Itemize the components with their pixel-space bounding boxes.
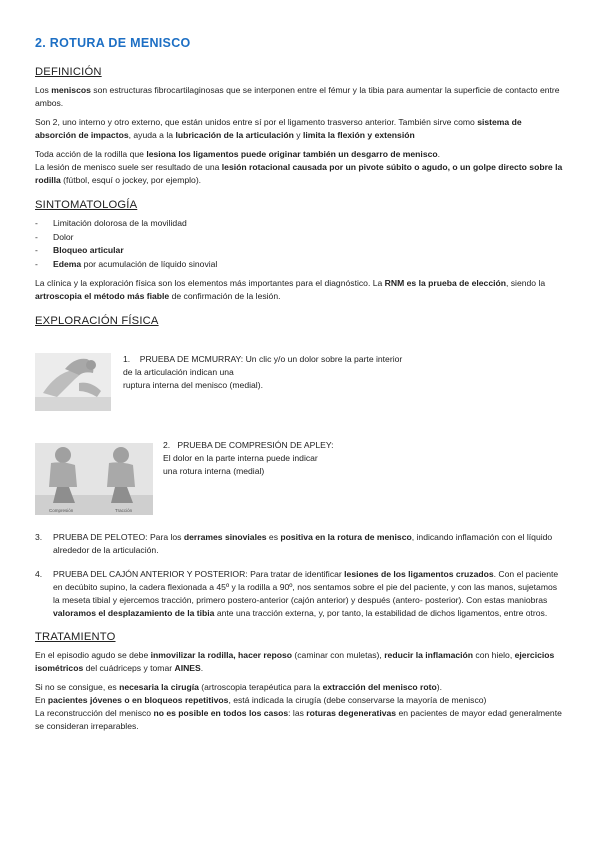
mcmurray-text: 1. PRUEBA DE MCMURRAY: Un clic y/o un dolor sobre la parte interior de la articulación indican una ruptura interna del menisco (medial). — [123, 354, 403, 390]
list-item: 3. PRUEBA DE PELOTEO: Para los derrames sinoviales es positiva en la rotura de menisco, indicando inflamación con el líquido alrededor de la articulación. — [35, 532, 553, 555]
exam-figures — [35, 333, 565, 513]
page-title: 2. ROTURA DE MENISCO — [35, 36, 191, 50]
list-item: - Dolor — [35, 231, 565, 245]
sintomatologia-p: La clínica y la exploración física son los elementos más importantes para el diagnóstico. La RNM es la prueba de elección, siendo la artroscopia el método más fiable de confirmación de la lesión. — [35, 278, 546, 301]
heading-exploracion: EXPLORACIÓN FÍSICA — [35, 315, 159, 327]
apley-test-image — [35, 443, 153, 515]
tratamiento-p1: En el episodio agudo se debe inmovilizar la rodilla, hacer reposo (caminar con muletas), reducir la inflamación con hielo, ejercicios isométricos del cuádriceps y tomar AINES. — [35, 650, 555, 673]
heading-tratamiento: TRATAMIENTO — [35, 631, 116, 643]
definicion-p3: Toda acción de la rodilla que lesiona los ligamentos puede originar también un desgarro de menisco. — [35, 149, 441, 159]
list-item: - Bloqueo articular — [35, 244, 565, 258]
document-page — [35, 36, 565, 739]
definicion-p1: Los meniscos son estructuras fibrocartilaginosas que se interponen entre el fémur y la tibia para aumentar la superficie de contacto entre ambos. — [35, 85, 560, 108]
tratamiento-p2: Si no se consigue, es necesaria la cirugía (artroscopia terapéutica para la extracción del menisco roto). — [35, 682, 442, 692]
apley-text: 2. PRUEBA DE COMPRESIÓN DE APLEY: El dolor en la parte interna puede indicar una rotura interna (medial) — [163, 440, 334, 476]
caption-compresion: Compresión — [49, 508, 74, 513]
list-item: - Limitación dolorosa de la movilidad — [35, 217, 565, 231]
definicion-p4: La lesión de menisco suele ser resultado de una lesión rotacional causada por un pivote súbito o agudo, o un golpe directo sobre la rodilla (fútbol, esquí o jockey, por ejemplo). — [35, 162, 563, 185]
caption-traccion: Tracción — [115, 508, 133, 513]
list-item: - Edema por acumulación de líquido sinovial — [35, 258, 565, 272]
mcmurray-test-image — [35, 353, 111, 411]
exam-list — [35, 531, 565, 620]
symptom-list — [35, 217, 565, 271]
heading-sintomatologia: SINTOMATOLOGÍA — [35, 199, 138, 211]
tratamiento-p4: La reconstrucción del menisco no es posible en todos los casos: las roturas degenerativas en pacientes de mayor edad generalmente se consideran irreparables. — [35, 708, 562, 731]
heading-definicion: DEFINICIÓN — [35, 66, 102, 78]
list-item: 4. PRUEBA DEL CAJÓN ANTERIOR Y POSTERIOR: Para tratar de identificar lesiones de los ligamentos cruzados. Con el paciente en decúbito supino, la cadera flexionada a 45º y la rodilla a 90º, nos sentamos sobre el pie del paciente, y con las manos, sujetamos la meseta tibial y ejercemos tracción, primero postero-anterior (cajón anterior) y después (antero- posterior). Con estas maniobras valoramos el desplazamiento de la tibia ante una tracción externa, y, por tanto, la estabilidad de dichos ligamentos, entre otros. — [35, 569, 559, 618]
tratamiento-p3: En pacientes jóvenes o en bloqueos repetitivos, está indicada la cirugía (debe conservarse la mayoría de menisco) — [35, 695, 487, 705]
definicion-p2: Son 2, uno interno y otro externo, que están unidos entre sí por el ligamento trasverso anterior. También sirve como sistema de absorción de impactos, ayuda a la lubricación de la articulación y limita la flexión y extensión — [35, 117, 522, 140]
